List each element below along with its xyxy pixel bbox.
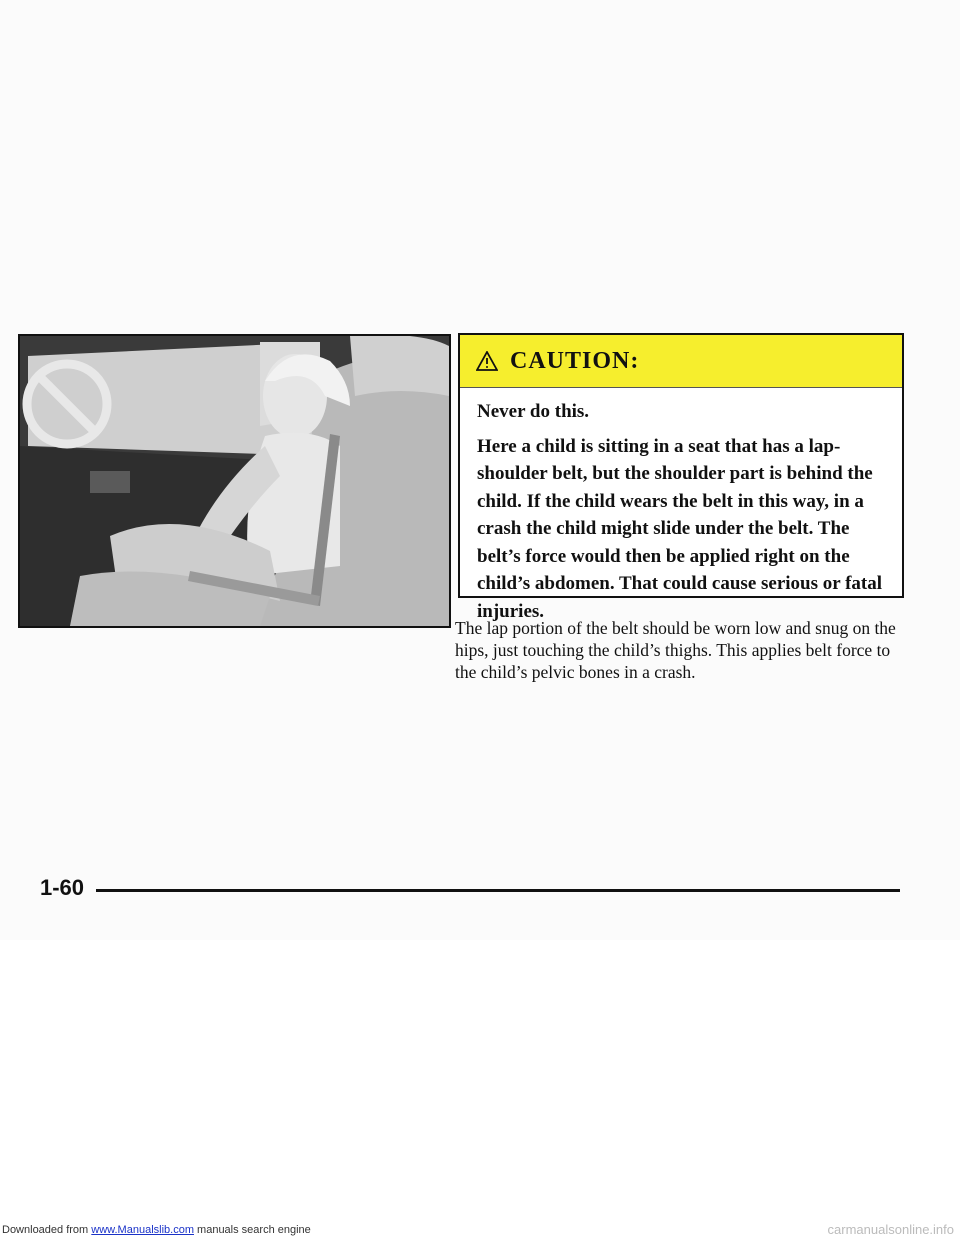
download-banner — [2, 1224, 311, 1236]
body-paragraph: The lap portion of the belt should be worn low and snug on the hips, just touching the child’s thighs. This applies belt force to the child’s pelvic bones in a crash. — [455, 618, 896, 682]
caution-header — [460, 335, 902, 388]
watermark: carmanualsonline.info — [827, 1222, 954, 1237]
illustration-drawing — [20, 336, 449, 626]
warning-triangle-icon — [476, 351, 498, 371]
child-seat-belt-illustration — [18, 334, 451, 628]
caution-title: CAUTION: — [510, 347, 640, 374]
download-prefix: Downloaded from — [2, 1224, 92, 1236]
footer-rule — [96, 889, 900, 892]
caution-body — [460, 388, 902, 625]
page-footer — [40, 875, 900, 905]
caution-box — [458, 333, 904, 622]
caution-first-line: Never do this. — [477, 401, 590, 422]
caution-text: Here a child is sitting in a seat that has a lap-shoulder belt, but the shoulder part is behind the child. If the child wears the belt in this way, in a crash the child might slide under the belt. The belt’s force would then be applied right on the child’s abdomen. That could cause serious or fatal injuries. — [477, 435, 883, 622]
page-number: 1-60 — [40, 875, 85, 900]
manualslib-link[interactable]: www.Manualslib.com — [91, 1224, 194, 1236]
download-suffix: manuals search engine — [193, 1224, 311, 1236]
